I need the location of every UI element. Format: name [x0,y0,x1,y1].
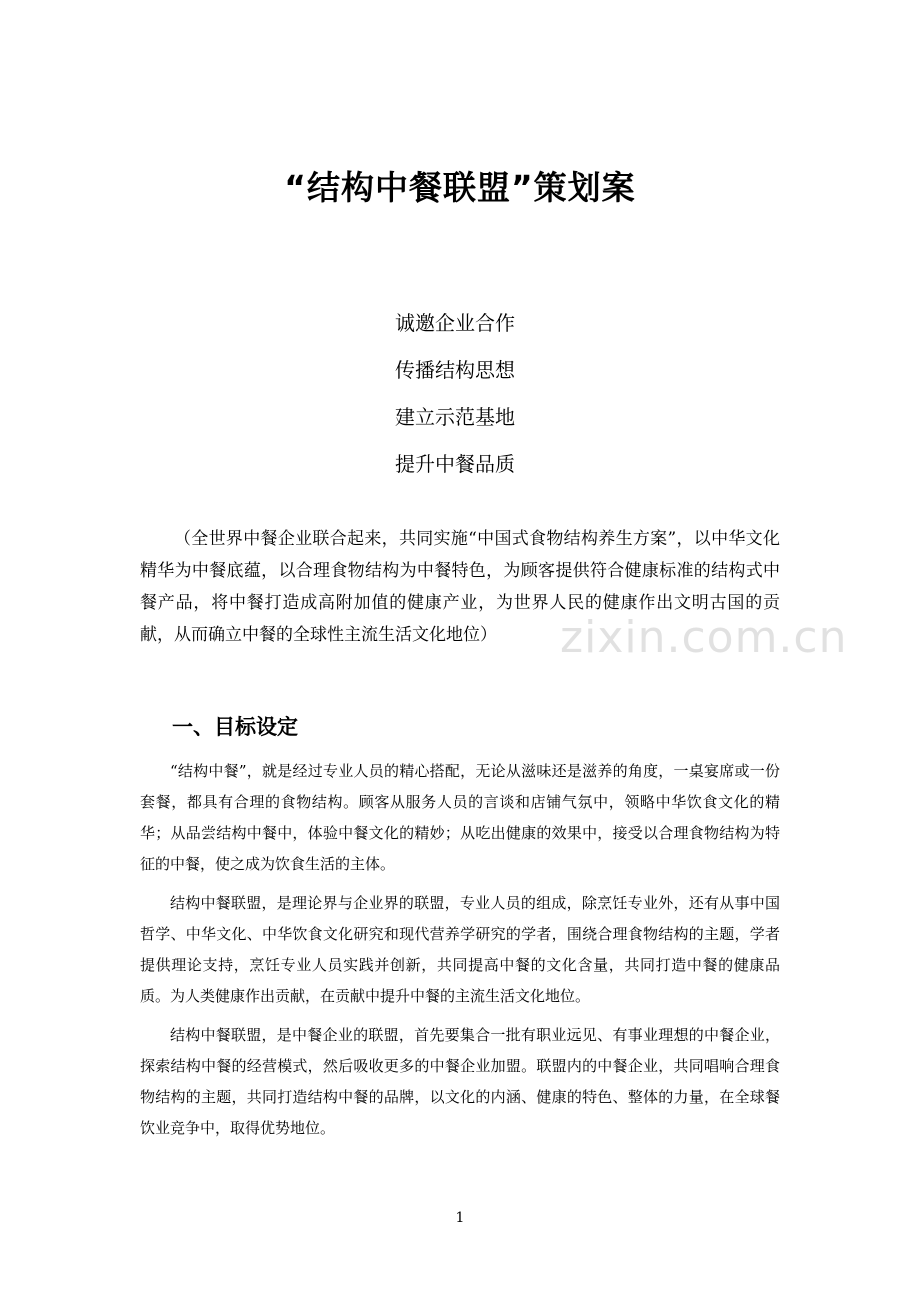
page-number: 1 [455,1210,465,1226]
watermark: zixin.com.cn [560,612,848,663]
slogan-item: 传播结构思想 [395,358,515,382]
slogan-item: 建立示范基地 [395,405,515,429]
slogan-list [395,300,595,488]
body-paragraph: 结构中餐联盟，是理论界与企业界的联盟，专业人员的组成，除烹饪专业外，还有从事中国哲学、中华文化、中华饮食文化研究和现代营养学研究的学者，围绕合理食物结构的主题，学者提供理论支持，烹饪专业人员实践并创新，共同提高中餐的文化含量，共同打造中餐的健康品质。为人类健康作出贡献，在贡献中提升中餐的主流生活文化地位。 [140,894,780,1005]
section-body [140,756,780,1152]
body-paragraph: “结构中餐”，就是经过专业人员的精心搭配，无论从滋味还是滋养的角度，一桌宴席或一份套餐，都具有合理的食物结构。顾客从服务人员的言谈和店铺气氛中，领略中华饮食文化的精华；从品尝结构中餐中，体验中餐文化的精妙；从吃出健康的效果中，接受以合理食物结构为特征的中餐，使之成为饮食生活的主体。 [140,762,780,873]
document-title: “结构中餐联盟”策划案 [284,168,636,207]
slogan-item: 提升中餐品质 [395,452,515,476]
body-paragraph: 结构中餐联盟，是中餐企业的联盟，首先要集合一批有职业远见、有事业理想的中餐企业，探索结构中餐的经营模式，然后吸收更多的中餐企业加盟。联盟内的中餐企业，共同唱响合理食物结构的主题，共同打造结构中餐的品牌，以文化的内涵、健康的特色、整体的力量，在全球餐饮业竞争中，取得优势地位。 [140,1026,780,1137]
slogan-item: 诚邀企业合作 [395,311,515,335]
intro-paragraph: （全世界中餐企业联合起来，共同实施“中国式食物结构养生方案”，以中华文化精华为中餐底蕴，以合理食物结构为中餐特色，为顾客提供符合健康标准的结构式中餐产品，将中餐打造成高附加值的健康产业，为世界人民的健康作出文明古国的贡献，从而确立中餐的全球性主流生活文化地位） [140,529,780,645]
section-heading: 一、目标设定 [172,715,298,739]
